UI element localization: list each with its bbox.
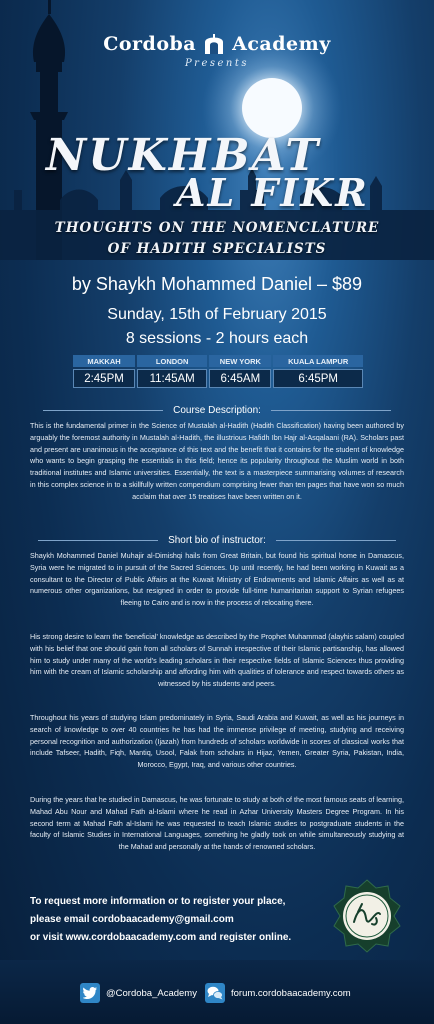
forum-chat-icon — [205, 983, 225, 1003]
course-description-heading — [0, 405, 434, 416]
city-makkah: MAKKAH — [73, 355, 135, 367]
contact-line-2[interactable]: please email cordobaacademy@gmail.com — [30, 914, 234, 925]
divider — [271, 410, 391, 411]
contact-line-3[interactable]: or visit www.cordobaacademy.com and register online. — [30, 932, 292, 943]
title-line-1: NUKHBAT — [46, 130, 321, 181]
twitter-icon — [80, 983, 100, 1003]
bio-heading-text: Short bio of instructor: — [168, 535, 266, 546]
presents-label: Presents — [184, 58, 250, 69]
moon — [242, 78, 302, 138]
course-date: Sunday, 15th of February 2015 — [107, 306, 327, 323]
subtitle-line-1: THOUGHTS ON THE NOMENCLATURE — [54, 220, 380, 236]
brand-name-right: Academy — [232, 33, 331, 55]
bio-paragraph-3: Throughout his years of studying Islam predominately in Syria, Saudi Arabia and Kuwait, as well as his journeys in search of knowledge to over 40 countries he has had the immense privilege of meeting, studying and receiving personal recognition and authorization (Ijazah) from hundreds of scholars worldwide in scores of classical works that include Tafseer, Hadith, Fiqh, Mantiq, Usool, Falak from scholars in Hijaz, Yemen, Greater Syria, Pakistan, India, Morocco, Egypt, Iraq, and various other countries. — [30, 713, 404, 770]
course-heading-text: Course Description: — [173, 405, 261, 416]
twitter-handle: @Cordoba_Academy — [106, 987, 197, 999]
city-london: LONDON — [137, 355, 207, 367]
contact-line-1: To request more information or to register your place, — [30, 896, 286, 907]
time-kuala-lumpur: 6:45PM — [273, 369, 363, 388]
session-info: 8 sessions - 2 hours each — [125, 330, 309, 347]
brand-header — [0, 32, 434, 69]
divider — [276, 540, 396, 541]
timezone-time-row — [73, 369, 363, 388]
bio-paragraph-4: During the years that he studied in Damascus, he was fortunate to study at both of the most famous seats of learning, Mahad Abu Nour and Mahad Fath al-Islami where he read in Azhar University Masters Degree Program. In his second term at Mahad Fath al-Islami he was requested to teach Islamic studies to postgraduate students in the faculty of Islamic Studies in International Languages, something he gladly took on while simultaneously studying at the Mahad and personally at the hands of renowned scholars. — [30, 795, 404, 852]
timezone-header-row — [73, 355, 363, 367]
subtitle — [0, 218, 434, 260]
time-london: 11:45AM — [137, 369, 207, 388]
forum-link[interactable] — [205, 982, 351, 1004]
bio-paragraph-1: Shaykh Mohammed Daniel Muhajir al-Dimishqi hails from Great Britain, but found his spiritual home in Damascus, Syria were he migrated to in pursuit of the Sacred Sciences. Up until recently, he had been working in Kuwait as a consultant to the Director of Public Affairs at the Kuwait Ministry of Endowments and Islamic Affairs as well as at numerous other organizations, but resigned in order to provide full-time humanitarian support to Syrian refugees fleeing to Cairo and is now in the process of relocating there. — [30, 551, 404, 608]
city-new-york: NEW YORK — [209, 355, 271, 367]
brand-name-left: Cordoba — [103, 33, 197, 55]
contact-info — [30, 893, 330, 947]
subtitle-line-2: OF HADITH SPECIALISTS — [107, 241, 327, 257]
title-line-2: AL FIKR — [176, 170, 369, 215]
instructor-price: by Shaykh Mohammed Daniel – $89 — [71, 274, 363, 294]
calligraphy-seal-logo — [332, 878, 402, 954]
course-description-text: This is the fundamental primer in the Science of Mustalah al-Hadith (Hadith Classification) having been authored by arguably the foremost authority in Mustalah al-Hadith, the illustrious Hafidh Ibn Hajr al-Asqalaani (RA). Scholars past and present are unanimous in the acceptance of this text and the benefit that it contains for the student of knowledge who wants to begin grasping the essentials in this field; hence its popularity throughout the Muslim world in both traditional institutes and Islamic universities. Essentially, the text is a masterpiece summarising volumes of research in this complex science in to a skillfully written compendium comprising fewer than ten pages that have won so much acclaim that over 15 treatises have been written on it. — [30, 421, 404, 501]
divider — [43, 410, 163, 411]
city-kuala-lumpur: KUALA LAMPUR — [273, 355, 363, 367]
forum-url: forum.cordobaacademy.com — [231, 987, 351, 999]
arch-logo-icon — [202, 32, 226, 56]
timezone-table — [71, 353, 365, 390]
twitter-link[interactable] — [80, 982, 197, 1004]
divider — [38, 540, 158, 541]
bio-paragraph-2: His strong desire to learn the ‘beneficial’ knowledge as described by the Prophet Muhammad (alayhis salam) coupled with his belief that one should gain from all scholars of Sunnah irrespective of their Islamic partisanship, has allowed him to study under many of the world’s leading scholars in their respective fields of Islamic Sciences thus providing him with the cream of Islamic scholarship and affording him with qualities of tolerance and respect towards others as witnessed by his students and peers. — [30, 632, 404, 689]
time-new-york: 6:45AM — [209, 369, 271, 388]
time-makkah: 2:45PM — [73, 369, 135, 388]
bio-heading — [0, 535, 434, 546]
